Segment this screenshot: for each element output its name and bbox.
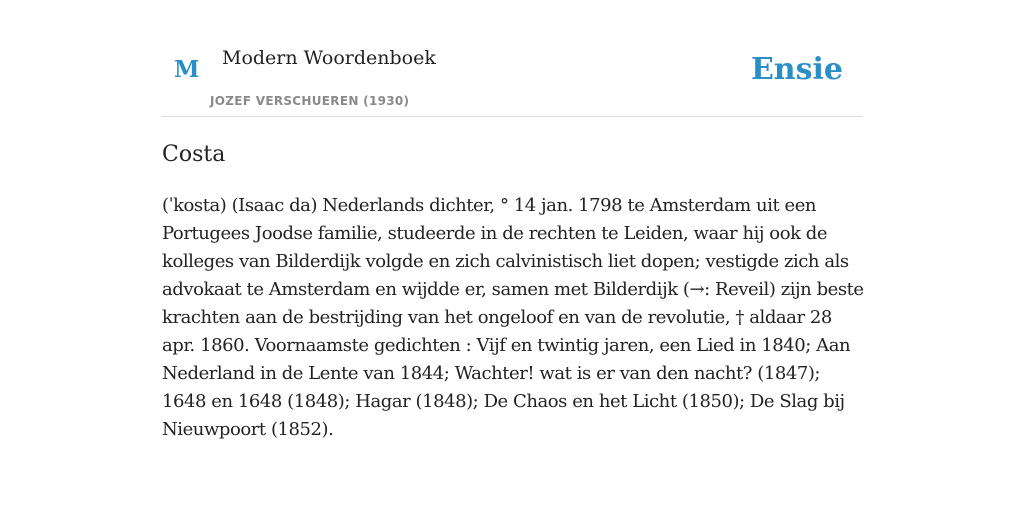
- ensie-logo[interactable]: Ensie: [750, 52, 843, 87]
- dictionary-title[interactable]: Modern Woordenboek: [222, 47, 436, 69]
- dictionary-author: JOZEF VERSCHUEREN (1930): [210, 94, 410, 108]
- dictionary-logo[interactable]: M: [174, 56, 200, 83]
- dictionary-header: [162, 0, 862, 117]
- entry-text: (ˈkosta) (Isaac da) Nederlands dichter, ° 14 jan. 1798 te Amsterdam uit een Portugees Joodse familie, studeerde in de rechten te Leiden, waar hij ook de kolleges van Bilderdijk volgde en zich calvinistisch liet dopen; vestigde zich als advokaat te Amsterdam en wijdde er, samen met Bilderdijk (→: Reveil) zijn beste krachten aan de bestrijding van het ongeloof en van de revolutie, † aldaar 28 apr. 1860. Voornaamste gedichten : Vijf en twintig jaren, een Lied in 1840; Aan Nederland in de Lente van 1844; Wachter! wat is er van den nacht? (1847); 1648 en 1648 (1848); Hagar (1848); De Chaos en het Licht (1850); De Slag bij Nieuwpoort (1852).: [162, 195, 864, 440]
- entry-title: Costa: [162, 142, 226, 167]
